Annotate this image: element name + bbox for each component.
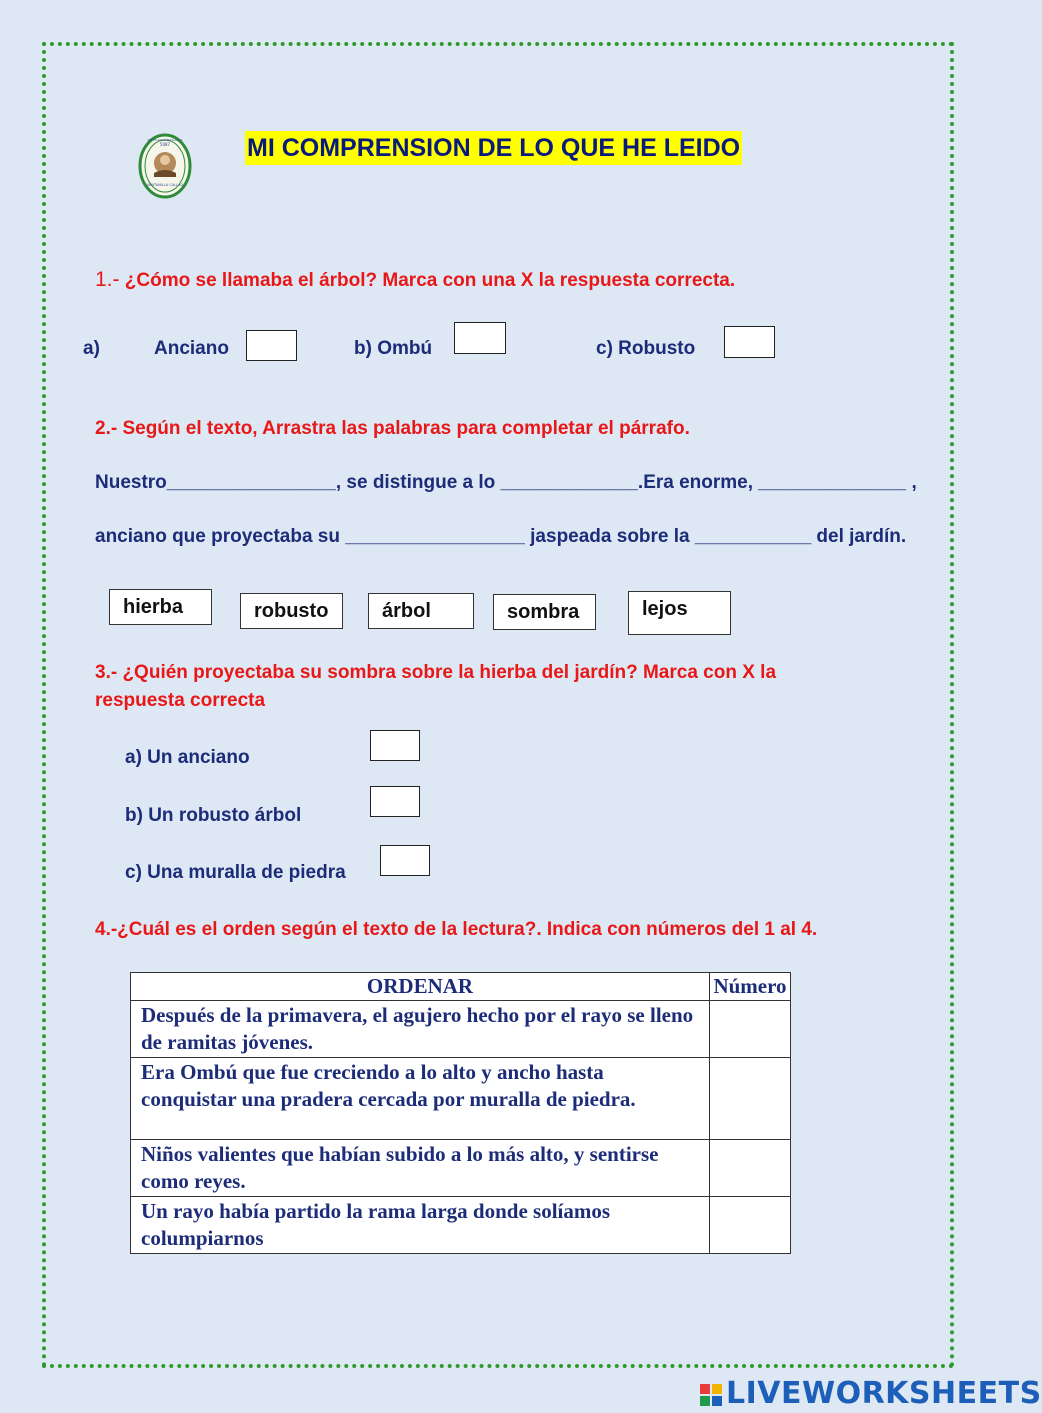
order-statement: Un rayo había partido la rama larga donde solíamos columpiarnos bbox=[131, 1197, 710, 1254]
q1-answer-box-b[interactable] bbox=[454, 322, 506, 354]
order-number-input[interactable] bbox=[710, 1140, 791, 1197]
q3-answer-box-a[interactable] bbox=[370, 730, 420, 761]
question-4: 4.-¿Cuál es el orden según el texto de la lectura?. Indica con números del 1 al 4. bbox=[95, 919, 818, 940]
q1-option-a-label: Anciano bbox=[154, 338, 229, 359]
question-1 bbox=[95, 268, 735, 292]
question-1-number: 1.- bbox=[95, 268, 120, 291]
school-logo bbox=[138, 133, 192, 199]
svg-text:INSTITUCIÓN EDUCATIVA: INSTITUCIÓN EDUCATIVA bbox=[147, 138, 183, 142]
order-number-input[interactable] bbox=[710, 1001, 791, 1058]
q2-paragraph-line-1: Nuestro________________, se distingue a lo _____________.Era enorme, ______________ , bbox=[95, 472, 917, 493]
q3-answer-box-b[interactable] bbox=[370, 786, 420, 817]
page-title: MI COMPRENSION DE LO QUE HE LEIDO bbox=[245, 131, 742, 165]
drag-word-arbol[interactable]: árbol bbox=[368, 593, 474, 629]
question-3-line-2: respuesta correcta bbox=[95, 690, 266, 711]
question-1-text: ¿Cómo se llamaba el árbol? Marca con una X la respuesta correcta. bbox=[119, 270, 736, 291]
liveworksheets-brand-text: LIVEWORKSHEETS bbox=[726, 1376, 1042, 1411]
order-table bbox=[130, 972, 791, 1254]
q1-option-b-label: b) Ombú bbox=[354, 338, 433, 359]
question-3-line-1: 3.- ¿Quién proyectaba su sombra sobre la hierba del jardín? Marca con X la bbox=[95, 662, 777, 683]
order-statement: Era Ombú que fue creciendo a lo alto y ancho hasta conquistar una pradera cercada por muralla de piedra. bbox=[131, 1058, 710, 1140]
q3-option-c: c) Una muralla de piedra bbox=[125, 862, 346, 883]
order-column-header: ORDENAR bbox=[131, 973, 710, 1001]
q3-option-b: b) Un robusto árbol bbox=[125, 805, 302, 826]
table-row bbox=[131, 1058, 791, 1140]
question-2: 2.- Según el texto, Arrastra las palabras para completar el párrafo. bbox=[95, 418, 690, 439]
liveworksheets-logo-icon bbox=[700, 1384, 722, 1406]
q3-option-a: a) Un anciano bbox=[125, 747, 250, 768]
drag-word-lejos[interactable]: lejos bbox=[628, 591, 731, 635]
table-row bbox=[131, 1001, 791, 1058]
q3-answer-box-c[interactable] bbox=[380, 845, 430, 876]
svg-text:VENTANILLA CALLAO: VENTANILLA CALLAO bbox=[146, 183, 184, 187]
order-number-input[interactable] bbox=[710, 1058, 791, 1140]
drag-word-robusto[interactable]: robusto bbox=[240, 593, 343, 629]
drag-word-sombra[interactable]: sombra bbox=[493, 594, 596, 630]
q2-paragraph-line-2: anciano que proyectaba su _________________ jaspeada sobre la ___________ del jardín. bbox=[95, 526, 907, 547]
q1-answer-box-c[interactable] bbox=[724, 326, 775, 358]
table-row bbox=[131, 1197, 791, 1254]
table-row bbox=[131, 1140, 791, 1197]
order-statement: Después de la primavera, el agujero hecho por el rayo se lleno de ramitas jóvenes. bbox=[131, 1001, 710, 1058]
order-number-input[interactable] bbox=[710, 1197, 791, 1254]
q1-option-a-letter: a) bbox=[83, 338, 100, 359]
liveworksheets-brand bbox=[700, 1376, 1042, 1412]
number-column-header: Número bbox=[710, 973, 791, 1001]
q1-answer-box-a[interactable] bbox=[246, 330, 297, 361]
drag-word-hierba[interactable]: hierba bbox=[109, 589, 212, 625]
svg-text:5087: 5087 bbox=[159, 142, 171, 147]
order-statement: Niños valientes que habían subido a lo más alto, y sentirse como reyes. bbox=[131, 1140, 710, 1197]
q1-option-c-label: c) Robusto bbox=[596, 338, 696, 359]
